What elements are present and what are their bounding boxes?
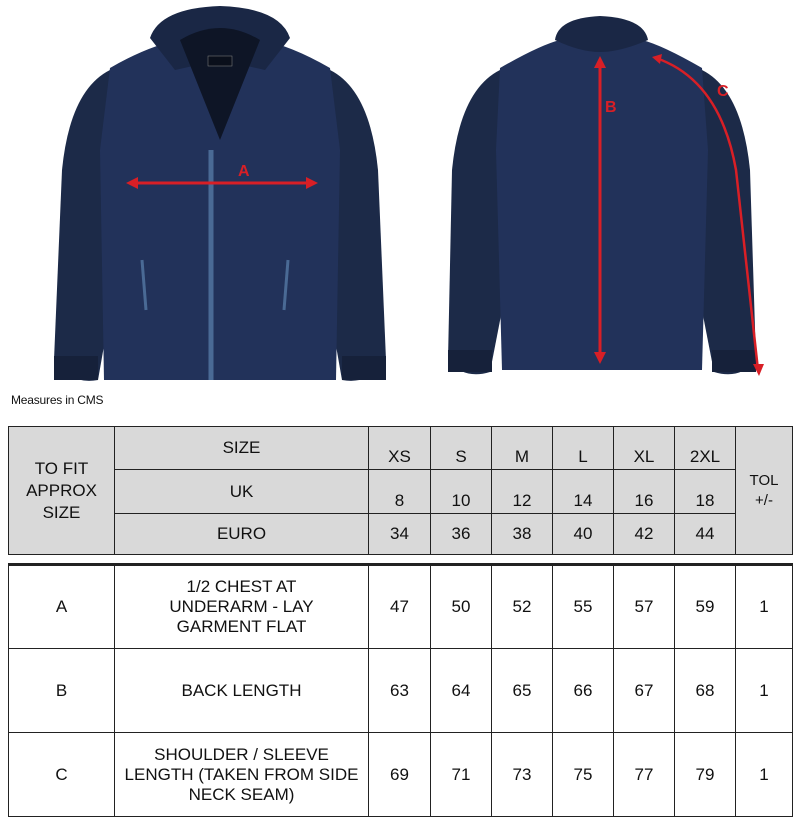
- row-value: 71: [431, 733, 492, 817]
- size-2xl: 2XL: [675, 427, 736, 470]
- uk-value: 14: [553, 470, 614, 514]
- table-row: [9, 565, 793, 649]
- uk-value: 18: [675, 470, 736, 514]
- euro-header: EURO: [115, 514, 369, 555]
- row-value: 55: [553, 565, 614, 649]
- uk-value: 10: [431, 470, 492, 514]
- euro-value: 40: [553, 514, 614, 555]
- euro-value: 36: [431, 514, 492, 555]
- size-chart-table: [8, 426, 793, 817]
- row-value: 65: [492, 649, 553, 733]
- jacket-front-image: [40, 0, 410, 390]
- euro-value: 44: [675, 514, 736, 555]
- row-value: 79: [675, 733, 736, 817]
- jacket-back-image: [430, 0, 790, 390]
- uk-header: UK: [115, 470, 369, 514]
- row-tol: 1: [736, 565, 793, 649]
- size-l: L: [553, 427, 614, 470]
- euro-value: 38: [492, 514, 553, 555]
- uk-value: 12: [492, 470, 553, 514]
- row-value: 66: [553, 649, 614, 733]
- row-code: B: [9, 649, 115, 733]
- uk-value: 16: [614, 470, 675, 514]
- row-value: 52: [492, 565, 553, 649]
- size-m: M: [492, 427, 553, 470]
- row-tol: 1: [736, 733, 793, 817]
- euro-value: 42: [614, 514, 675, 555]
- label-b: B: [605, 99, 617, 116]
- row-value: 59: [675, 565, 736, 649]
- label-c: C: [717, 83, 729, 100]
- fit-approx-header: TO FIT APPROX SIZE: [9, 427, 115, 555]
- size-header: SIZE: [115, 427, 369, 470]
- row-description: BACK LENGTH: [115, 649, 369, 733]
- row-code: A: [9, 565, 115, 649]
- size-s: S: [431, 427, 492, 470]
- uk-value: 8: [369, 470, 431, 514]
- row-description: 1/2 CHEST AT UNDERARM - LAY GARMENT FLAT: [115, 565, 369, 649]
- size-xl: XL: [614, 427, 675, 470]
- row-value: 77: [614, 733, 675, 817]
- jacket-diagrams: [0, 0, 800, 390]
- row-value: 50: [431, 565, 492, 649]
- row-value: 67: [614, 649, 675, 733]
- euro-value: 34: [369, 514, 431, 555]
- row-value: 47: [369, 565, 431, 649]
- label-a: A: [238, 163, 250, 180]
- tol-header: TOL +/-: [736, 427, 793, 555]
- row-tol: 1: [736, 649, 793, 733]
- row-description: SHOULDER / SLEEVE LENGTH (TAKEN FROM SIDE NECK SEAM): [115, 733, 369, 817]
- row-value: 73: [492, 733, 553, 817]
- row-value: 68: [675, 649, 736, 733]
- measures-note: Measures in CMS: [11, 393, 104, 407]
- size-xs: XS: [369, 427, 431, 470]
- row-value: 64: [431, 649, 492, 733]
- table-row: [9, 649, 793, 733]
- row-value: 57: [614, 565, 675, 649]
- row-value: 69: [369, 733, 431, 817]
- row-code: C: [9, 733, 115, 817]
- table-row: [9, 733, 793, 817]
- row-value: 75: [553, 733, 614, 817]
- row-value: 63: [369, 649, 431, 733]
